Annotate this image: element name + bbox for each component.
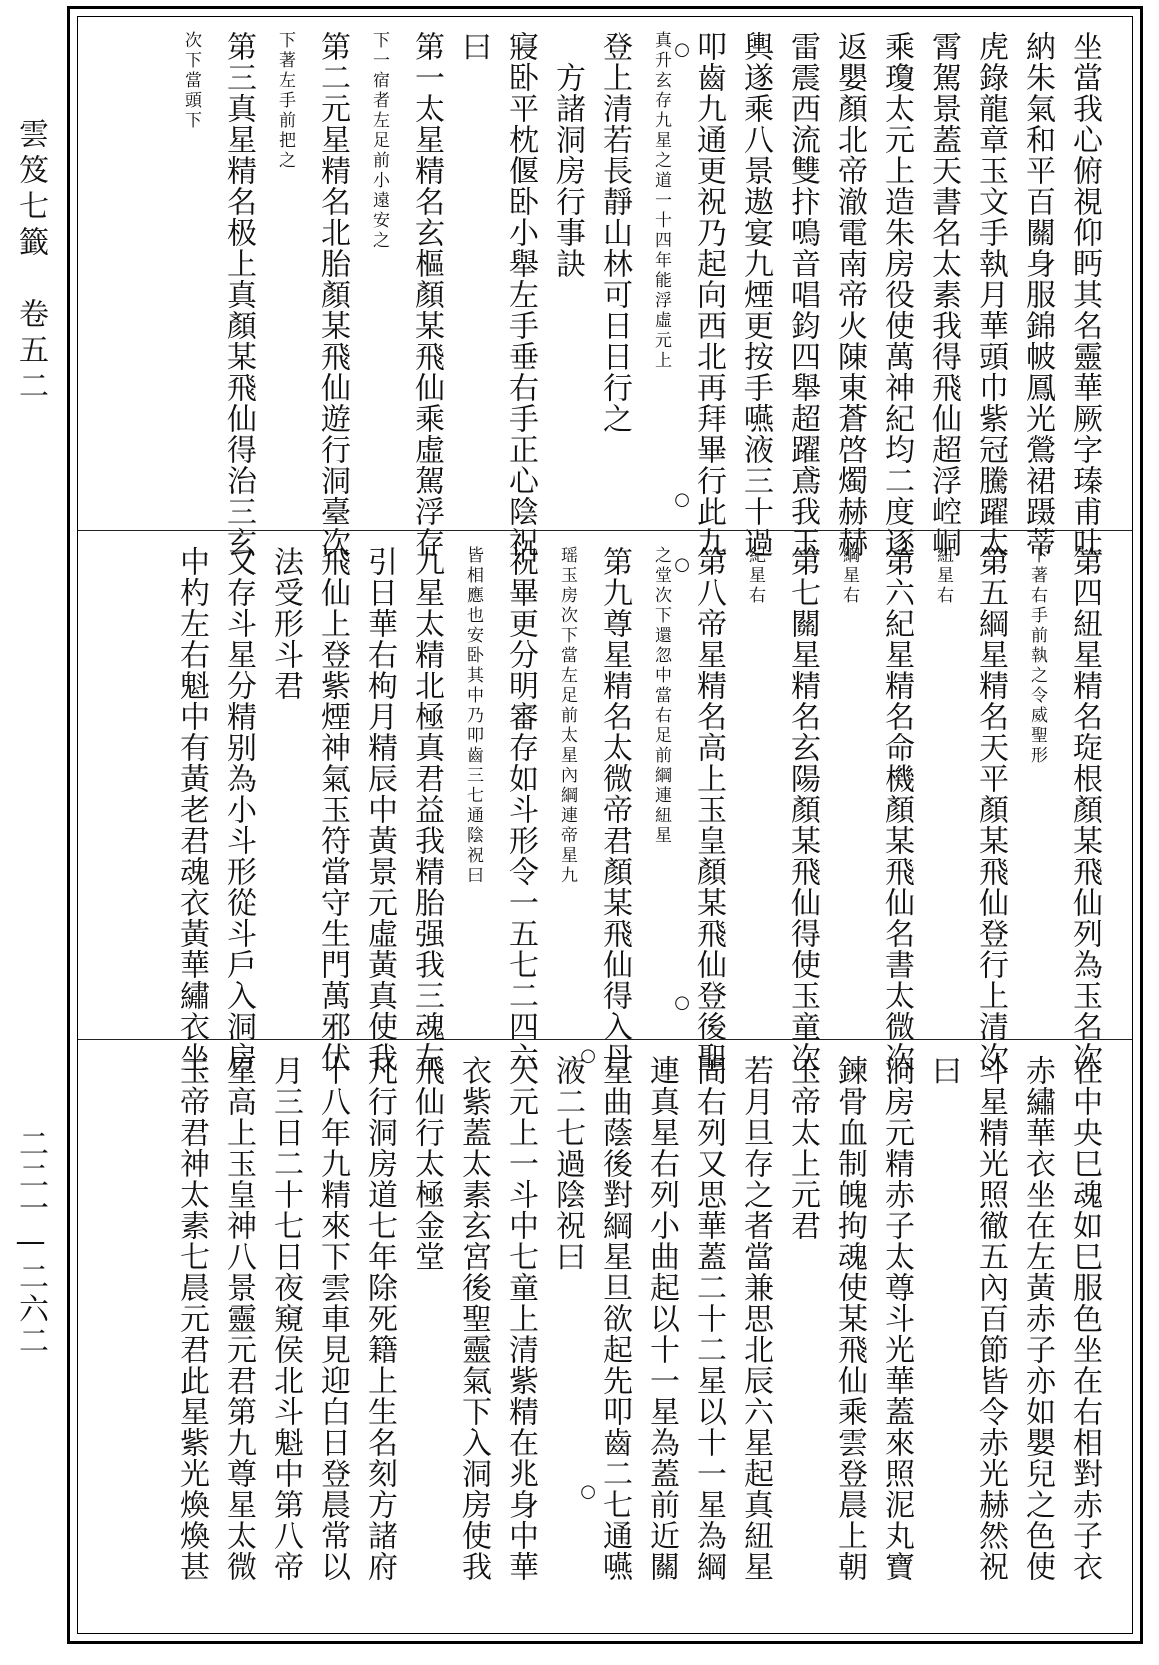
text-column: 輿遂乘八景遨宴九煙更按手嚥液三十過 <box>738 31 773 558</box>
text-column: 霄駕景蓋天書名太素我得飛仙超浮崆峒 <box>926 31 961 558</box>
text-column: 祝畢更分明審存如斗形令一五七二四六 <box>503 546 538 1073</box>
paragraph-mark: ○ <box>674 992 690 1013</box>
text-column: 納朱氣和平百關身服錦帔鳳光鶯裙蹑蒂 <box>1020 31 1055 558</box>
text-column: 曰 <box>456 31 491 62</box>
book-title: 雲笈七籤 卷五二 <box>13 118 48 406</box>
text-column: 叩齒九通更祝乃起向西北再拜畢行此九 <box>691 31 726 558</box>
text-column: 飛仙行太極金堂 <box>409 1055 444 1272</box>
text-column: 凡行洞房道七年除死籍上生名刻方諸府 <box>362 1055 397 1582</box>
text-column: 斗星精光照徹五內百節皆令赤光赫然祝 <box>973 1055 1008 1582</box>
text-column: 十八年九精來下雲車見迎白日登晨常以 <box>315 1055 350 1582</box>
paragraph-mark: ○ <box>674 39 690 60</box>
text-column: 第一太星精名玄樞顏某飛仙乘虛駕浮存 <box>409 31 444 558</box>
text-column: 虎錄龍章玉文手執月華頭巾紫冠騰躍太 <box>973 31 1008 558</box>
annotation-column: 紐星右 <box>933 546 953 606</box>
text-column: 法受形斗君 <box>268 546 303 701</box>
panel-upper <box>78 17 1132 558</box>
text-column: 九星太精北極真君益我精胎强我三魂左 <box>409 546 444 1073</box>
text-column: 玉帝君神太素七晨元君此星紫光煥煥甚 <box>174 1055 209 1582</box>
text-column: 返嬰顏北帝澈電南帝火陳東蒼啓燭赫赫 <box>832 31 867 558</box>
text-column: 曰 <box>926 1055 961 1086</box>
text-column: 坐當我心俯視仰眄其名靈華厥字瑧甫吐 <box>1067 31 1102 558</box>
panel-divider <box>78 1039 1132 1040</box>
text-column: 玉帝太上元君 <box>785 1055 820 1241</box>
text-column: 中杓左右魁中有黃老君魂衣黃華繡衣坐 <box>174 546 209 1073</box>
text-column: 乘瓊太元上造朱房役使萬神紀均二度逐 <box>879 31 914 558</box>
text-column: 第三真星精名极上真顏某飛仙得治三玄 <box>221 31 256 558</box>
annotation-column: 瑶玉房次下當左足前太星內綱連帝星九 <box>557 546 577 886</box>
annotation-column: 紀星右 <box>745 546 765 606</box>
annotation-column: 真升玄存九星之道一十四年能浮虛元上 <box>651 31 671 371</box>
paragraph-mark: ○ <box>580 1481 596 1502</box>
text-column: 飛仙上登紫煙神氣玉符當守生門萬邪伏 <box>315 546 350 1073</box>
text-column: 雷震西流雙抃鳴音唱鈞四舉超躍鳶我玉 <box>785 31 820 558</box>
annotation-column: 下著左手前把之 <box>275 31 295 171</box>
paragraph-mark: ○ <box>580 1045 596 1066</box>
text-column: 第八帝星精名高上玉皇顏某飛仙登後聖 <box>691 546 726 1073</box>
text-column: 赤繡華衣坐在左黃赤子亦如嬰兒之色使 <box>1020 1055 1055 1582</box>
text-column: 第七關星精名玄陽顏某飛仙得使玉童次 <box>785 546 820 1073</box>
annotation-column: 次下當頭下 <box>181 31 201 131</box>
panel-middle <box>78 532 1132 1073</box>
text-column: 又存斗星分精别為小斗形從斗戶入洞房 <box>221 546 256 1073</box>
text-column: 第九尊星精名太微帝君顏某飛仙得入丹 <box>597 546 632 1073</box>
panel-divider <box>78 530 1132 531</box>
text-column: 星高上玉皇神八景靈元君第九尊星太微 <box>221 1055 256 1582</box>
text-area <box>77 16 1133 1634</box>
annotation-column: 綱星右 <box>839 546 859 606</box>
paragraph-mark: ○ <box>674 489 690 510</box>
text-column: 寢卧平枕偃卧小舉左手垂右手正心陰祝 <box>503 31 538 558</box>
text-column: 間右列又思華蓋二十二星以十一星為綱 <box>691 1055 726 1582</box>
section-heading: 方諸洞房行事訣 <box>550 31 585 279</box>
text-column: 連真星右列小曲起以十一星為蓋前近關 <box>644 1055 679 1582</box>
text-column: 第二元星精名北胎顏某飛仙遊行洞臺次 <box>315 31 350 558</box>
text-column: 液二七過陰祝曰 <box>550 1055 585 1272</box>
text-column: 在中央巳魂如巳服色坐在右相對赤子衣 <box>1067 1055 1102 1582</box>
text-column: 引日華右枸月精辰中黃景元虛黃真使我 <box>362 546 397 1073</box>
paragraph-mark: ○ <box>674 554 690 575</box>
text-column: 月三日二十七日夜窺侯北斗魁中第八帝 <box>268 1055 303 1582</box>
text-column: 洞房元精赤子太尊斗光華蓋來照泥丸寶 <box>879 1055 914 1582</box>
text-column: 鍊骨血制魄拘魂使某飛仙乘雲登晨上朝 <box>832 1055 867 1582</box>
text-column: 第六紀星精名命機顏某飛仙名書太微次 <box>879 546 914 1073</box>
text-column: 第五綱星精名天平顏某飛仙登行上清次 <box>973 546 1008 1073</box>
page-number: 二二一—二六二 <box>13 1128 48 1357</box>
text-column: 星曲蔭後對綱星旦欲起先叩齒二七通嚥 <box>597 1055 632 1582</box>
text-column: 若月旦存之者當兼思北辰六星起真紐星 <box>738 1055 773 1582</box>
annotation-column: 皆相應也安卧其中乃叩齒三七通陰祝曰 <box>463 546 483 886</box>
text-column: 衣紫蓋太素玄宮後聖靈氣下入洞房使我 <box>456 1055 491 1582</box>
text-column: 登上清若長靜山林可日日行之 <box>597 31 632 434</box>
text-column: 天元上一斗中七童上清紫精在兆身中華 <box>503 1055 538 1582</box>
text-column: 第四紐星精名琁根顏某飛仙列為玉名次 <box>1067 546 1102 1073</box>
annotation-column: 下著右手前執之令威聖形 <box>1027 546 1047 766</box>
panel-lower <box>78 1041 1132 1631</box>
annotation-column: 下一宿者左足前小遠安之 <box>369 31 389 251</box>
page-frame <box>67 6 1143 1644</box>
annotation-column: 之堂次下還忽中當右足前綱連紐星 <box>651 546 671 846</box>
